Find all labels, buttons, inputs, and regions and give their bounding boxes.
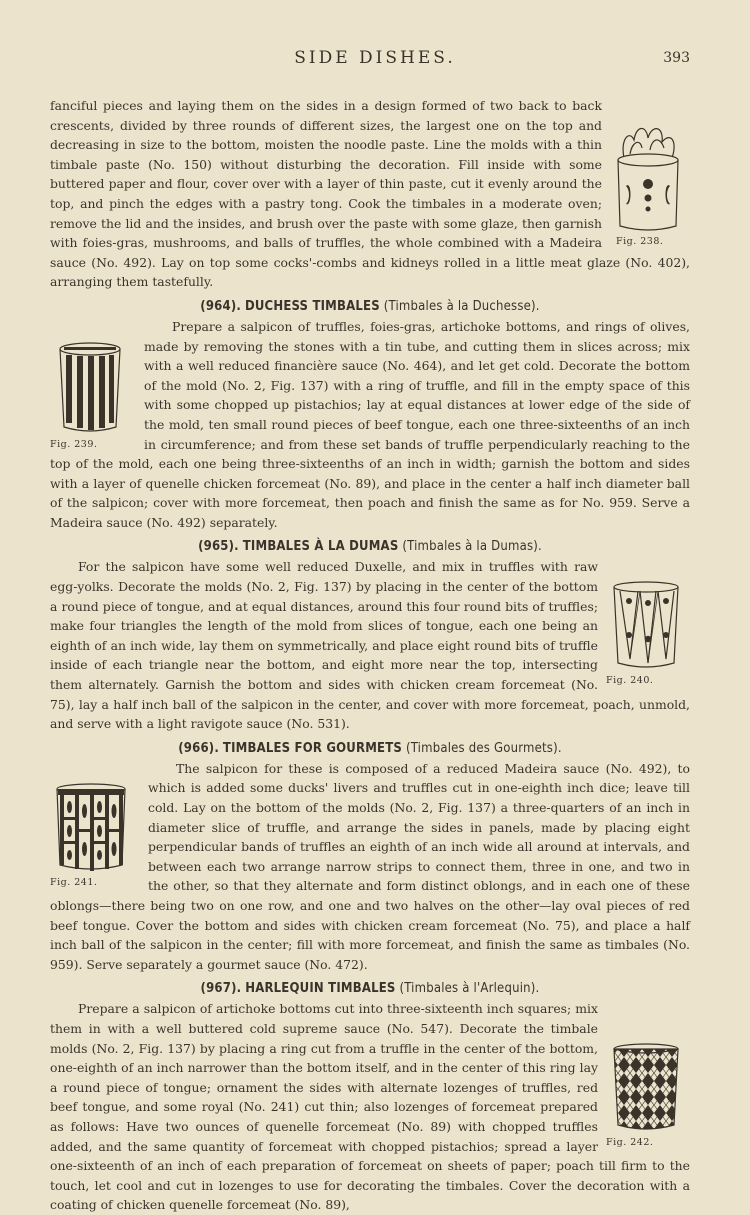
section-number: (964).: [200, 298, 242, 314]
section-heading-966: [50, 738, 690, 759]
running-title: SIDE DISHES.: [294, 48, 456, 68]
figure-239: [50, 339, 136, 451]
section-number: (965).: [198, 539, 239, 555]
figure-242-caption: Fig. 242.: [606, 1137, 654, 1149]
section-text-965: For the salpicon have some well reduced Duxelle, and mix in truffles with raw egg-yolks. Decorate the molds (No. 2, Fig. 137) by placing in the center of the bottom a round piece of tongue, and at equal distances, around this four round bits of truffles; make four triangles the length of the mold from slices of tongue, each one being an eighth of an inch wide, lay them on symmetrically, and place eight round bits of truffle inside of each triangle near the bottom, and eight more near the top, intersecting them alternately. Garnish the bottom and sides with chicken cream forcemeat (No. 75), lay a half inch ball of the salpicon in the center, and cover with more forcemeat, poach, unmold, and serve with a light ravigote sauce (No. 531).: [50, 559, 690, 732]
section-heading-967: [50, 978, 690, 999]
figure-239-caption: Fig. 239.: [50, 438, 98, 450]
section-text-966: The salpicon for these is composed of a reduced Madeira sauce (No. 492), to which is added some ducks' livers and truffles cut in one-eighth inch dice; leave till cold. Lay on the bottom of the molds (No. 2, Fig. 137) a three-quarters of an inch in diameter slice of truffle, and arrange the sides in panels, made by placing eight perpendicular bands of truffles an eighth of an inch wide all around at intervals, and between each two arrange narrow strips to connect them, three in one, and two in the other, so that they alternate and form distinct oblongs, and in each one of these oblongs—there being two on one row, and one and two halves on the other—lay oval pieces of red beef tongue. Cover the bottom and sides with chicken cream forcemeat (No. 75), and place a half inch ball of the salpicon in the center; fill with more forcemeat, and finish the same as timbales (No. 959). Serve separately a gourmet sauce (No. 472).: [50, 760, 690, 972]
figure-241-caption: Fig. 241.: [50, 876, 98, 888]
section-french-title: (Timbales à l'Arlequin).: [399, 981, 540, 997]
section-title: TIMBALES FOR GOURMETS: [222, 740, 403, 756]
section-text-964: Prepare a salpicon of truffles, foies-gras, artichoke bottoms, and rings of olives, made by removing the stones with a tin tube, and cutting them in slices across; mix with a well reduced financière sauce (No. 464), and let get cold. Decorate the bottom of the mold (No. 2, Fig. 137) with a ring of truffle, and fill in the empty space of this with some chopped up pistachios; lay at equal distances at lower edge of the side of the mold, ten small round pieces of beef tongue, each one three-sixteenths of an inch in circumference; and from these set bands of truffle perpendicularly reaching to the top of the mold, each one being three-sixteenths of an inch in width; garnish the bottom and sides with a layer of quenelle chicken forcemeat (No. 89), and place in the center a half inch diameter ball of the salpicon; cover with more forcemeat, then poach and finish the same as for No. 959. Serve a Madeira sauce (No. 492) separately.: [50, 318, 690, 530]
section-french-title: (Timbales à la Duchesse).: [383, 298, 540, 314]
timbale-harlequin-illustration: [606, 1041, 686, 1137]
page-number: 393: [663, 50, 690, 66]
section-number: (967).: [200, 981, 242, 997]
figure-240-caption: Fig. 240.: [606, 675, 654, 687]
figure-242: [606, 1041, 690, 1149]
timbale-triangle-illustration: [606, 579, 686, 675]
section-title: DUCHESS TIMBALES: [244, 298, 380, 314]
section-french-title: (Timbales à la Dumas).: [402, 539, 542, 555]
section-title: TIMBALES À LA DUMAS: [242, 539, 399, 555]
timbale-panel-illustration: [50, 781, 132, 877]
figure-240: [606, 579, 690, 687]
section-french-title: (Timbales des Gourmets).: [405, 740, 562, 756]
figure-241: [50, 781, 140, 889]
section-heading-964: [50, 296, 690, 317]
running-head: [0, 46, 750, 72]
timbale-crescent-illustration: [610, 118, 686, 236]
figure-238-caption: Fig. 238.: [616, 236, 664, 247]
timbale-striped-illustration: [50, 339, 130, 439]
figure-238: [610, 118, 690, 248]
section-heading-965: [50, 536, 690, 557]
section-title: HARLEQUIN TIMBALES: [245, 981, 396, 997]
section-text-967: Prepare a salpicon of artichoke bottoms cut into three-sixteenth inch squares; mix them in with a well buttered cold supreme sauce (No. 547). Decorate the timbale molds (No. 2, Fig. 137) by placing a ring cut from a truffle in the center of the bottom, one-eighth of an inch narrower than the bottom itself, and in the center of this ring lay a round piece of tongue; ornament the sides with alternate lozenges of truffles, red beef tongue, and some royal (No. 241) cut thin; also lozenges of forcemeat prepared as follows: Have two ounces of quenelle forcemeat (No. 89) with chopped truffles added, and the same quantity of forcemeat with chopped pistachios; spread a layer one-sixteenth of an inch of each preparation of forcemeat on sheets of paper; poach till firm to the touch, let cool and cut in lozenges to use for decorating the timbales. Cover the decoration with a coating of chicken quenelle forcemeat (No. 89),: [50, 1001, 690, 1213]
section-number: (966).: [178, 740, 219, 756]
intro-paragraph: fanciful pieces and laying them on the sides in a design formed of two back to back crescents, divided by three rounds of different sizes, the largest one on the top and decreasing in size to the bottom, moisten the noodle paste. Line the molds with a thin timbale paste (No. 150) without disturbing the decoration. Fill inside with some buttered paper and flour, cover over with a layer of thin paste, cut it evenly around the top, and pinch the edges with a pastry tong. Cook the timbales in a moderate oven; remove the lid and the insides, and brush over the paste with some glaze, then garnish with foies-gras, mushrooms, and balls of truffles, the whole combined with a Madeira sauce (No. 492). Lay on top some cocks'-combs and kidneys rolled in a little meat glaze (No. 402), arranging them tastefully.: [50, 98, 690, 290]
page-body: [50, 96, 690, 1215]
